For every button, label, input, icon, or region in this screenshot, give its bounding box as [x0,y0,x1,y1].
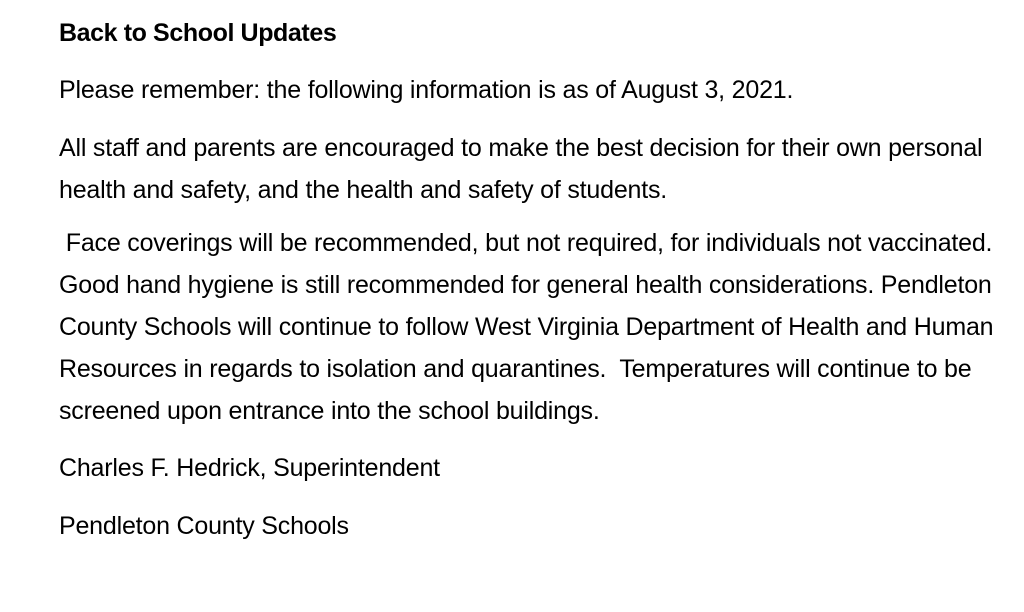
staff-parents-paragraph: All staff and parents are encouraged to make the best decision for their own personal health and safety, and the health and safety of students. [59,134,990,204]
date-notice-paragraph: Please remember: the following information is as of August 3, 2021. [59,76,794,104]
signature-organization: Pendleton County Schools [59,512,349,540]
signature-name: Charles F. Hedrick, Superintendent [59,454,440,482]
health-guidelines-paragraph: Face coverings will be recommended, but not required, for individuals not vaccinated. Good hand hygiene is still recommended for general health considerations. Pendleton County Schools will continue to follow West Virginia Department of Health and Human Resources in regards to isolation and quarantines. Temperatures will continue to be screened upon entrance into the school buildings. [59,229,1013,425]
document-body [59,12,1013,547]
document-title: Back to School Updates [59,19,337,47]
